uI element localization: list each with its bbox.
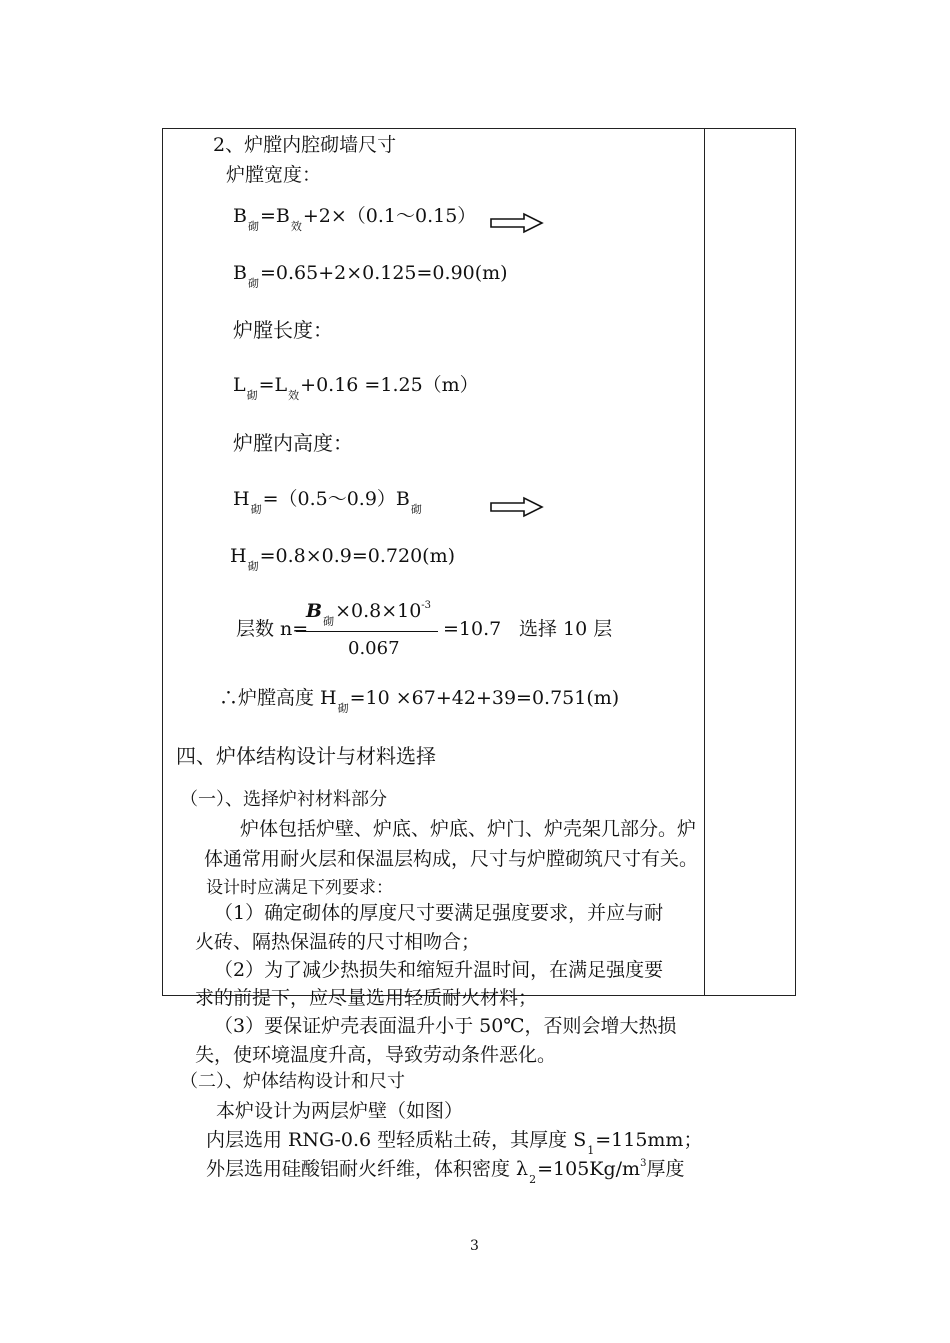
eq-text: =（0.5～0.9）B (262, 488, 410, 510)
requirement-3-line: （3）要保证炉壳表面温升小于 50℃，否则会增大热损 (214, 1015, 677, 1037)
eq-text: =115mm； (595, 1129, 703, 1151)
requirement-1-line: （1）确定砌体的厚度尺寸要满足强度要求，并应与耐 (214, 902, 664, 924)
eq-symbol: L (233, 374, 246, 396)
table-column-divider (704, 128, 705, 996)
eq-text: =0.65+2×0.125=0.90(m) (259, 262, 508, 284)
eq-text: =10 ×67+42+39=0.751(m) (349, 687, 620, 709)
design-description: 本炉设计为两层炉壁（如图） (216, 1100, 464, 1122)
equation-h-masonry-2 (230, 545, 456, 573)
heading-furnace-masonry: 2、炉膛内腔砌墙尺寸 (213, 134, 397, 156)
paragraph-line: 体通常用耐火层和保温层构成，尺寸与炉膛砌筑尺寸有关。 (204, 848, 699, 870)
eq-subscript: 砌 (323, 615, 335, 628)
eq-superscript: -3 (421, 600, 432, 611)
inner-layer-line (206, 1129, 703, 1157)
eq-symbol: H (233, 488, 250, 510)
label-length: 炉膛长度： (233, 318, 333, 342)
fraction-denominator: 0.067 (348, 638, 400, 659)
equation-h-masonry-1 (233, 488, 423, 516)
eq-subscript: 砌 (247, 560, 259, 573)
eq-text: ×0.8×10 (335, 600, 422, 622)
paragraph-line: 炉体包括炉壁、炉底、炉底、炉门、炉壳架几部分。炉 (240, 818, 697, 840)
eq-text: =105Kg/m (537, 1158, 641, 1180)
eq-text: +2×（0.1～0.15） (302, 205, 477, 227)
eq-subscript: 砌 (246, 389, 258, 402)
layers-fraction (296, 600, 442, 660)
equation-l-masonry (233, 374, 479, 402)
equation-b-masonry-1 (233, 205, 477, 233)
eq-text: 外层选用硅酸铝耐火纤维，体积密度 λ (206, 1158, 529, 1180)
section-title-structure: 四、炉体结构设计与材料选择 (176, 744, 436, 768)
eq-subscript: 砌 (337, 702, 349, 715)
subsection-title-lining: （一）、选择炉衬材料部分 (180, 789, 387, 810)
requirement-1-line: 火砖、隔热保温砖的尺寸相吻合； (195, 931, 481, 953)
eq-subscript: 砌 (250, 503, 262, 516)
eq-symbol: B (233, 262, 247, 284)
equation-total-height (219, 687, 620, 715)
layers-prefix: 层数 n= (236, 618, 309, 640)
eq-symbol: B (233, 205, 247, 227)
page-number: 3 (470, 1238, 479, 1254)
outer-layer-line (206, 1158, 685, 1186)
eq-text: ∴炉膛高度 H (219, 687, 337, 709)
eq-text: 内层选用 RNG-0.6 型轻质粘土砖，其厚度 S (206, 1129, 587, 1151)
eq-subscript: 砌 (247, 220, 259, 233)
eq-symbol: H (230, 545, 247, 567)
fraction-bar (296, 631, 438, 632)
layers-result: =10.7 (443, 618, 502, 640)
eq-text: 厚度 (646, 1158, 685, 1180)
label-inner-height: 炉膛内高度： (233, 431, 353, 455)
requirement-2-line: 求的前提下，应尽量选用轻质耐火材料； (195, 987, 538, 1009)
eq-subscript: 2 (529, 1173, 537, 1186)
eq-text: =B (259, 205, 290, 227)
eq-subscript: 砌 (410, 503, 422, 516)
eq-symbol: B (306, 600, 323, 622)
eq-superscript: 3 (640, 1158, 647, 1169)
right-arrow-icon (490, 212, 544, 234)
paragraph-line: 设计时应满足下列要求： (206, 878, 393, 898)
eq-subscript: 效 (288, 389, 300, 402)
fraction-numerator (306, 600, 432, 628)
right-arrow-icon (490, 496, 544, 518)
label-width: 炉膛宽度： (226, 164, 322, 186)
eq-subscript: 效 (290, 220, 302, 233)
eq-text: +0.16 =1.25（m） (300, 374, 479, 396)
requirement-3-line: 失，使环境温度升高，导致劳动条件恶化。 (195, 1044, 557, 1066)
requirement-2-line: （2）为了减少热损失和缩短升温时间，在满足强度要 (214, 959, 664, 981)
eq-subscript: 1 (587, 1144, 595, 1157)
eq-text: =0.8×0.9=0.720(m) (259, 545, 456, 567)
subsection-title-design: （二）、炉体结构设计和尺寸 (180, 1071, 405, 1092)
layers-choice: 选择 10 层 (519, 618, 613, 640)
equation-b-masonry-2 (233, 262, 508, 290)
eq-subscript: 砌 (247, 277, 259, 290)
eq-text: =L (258, 374, 288, 396)
